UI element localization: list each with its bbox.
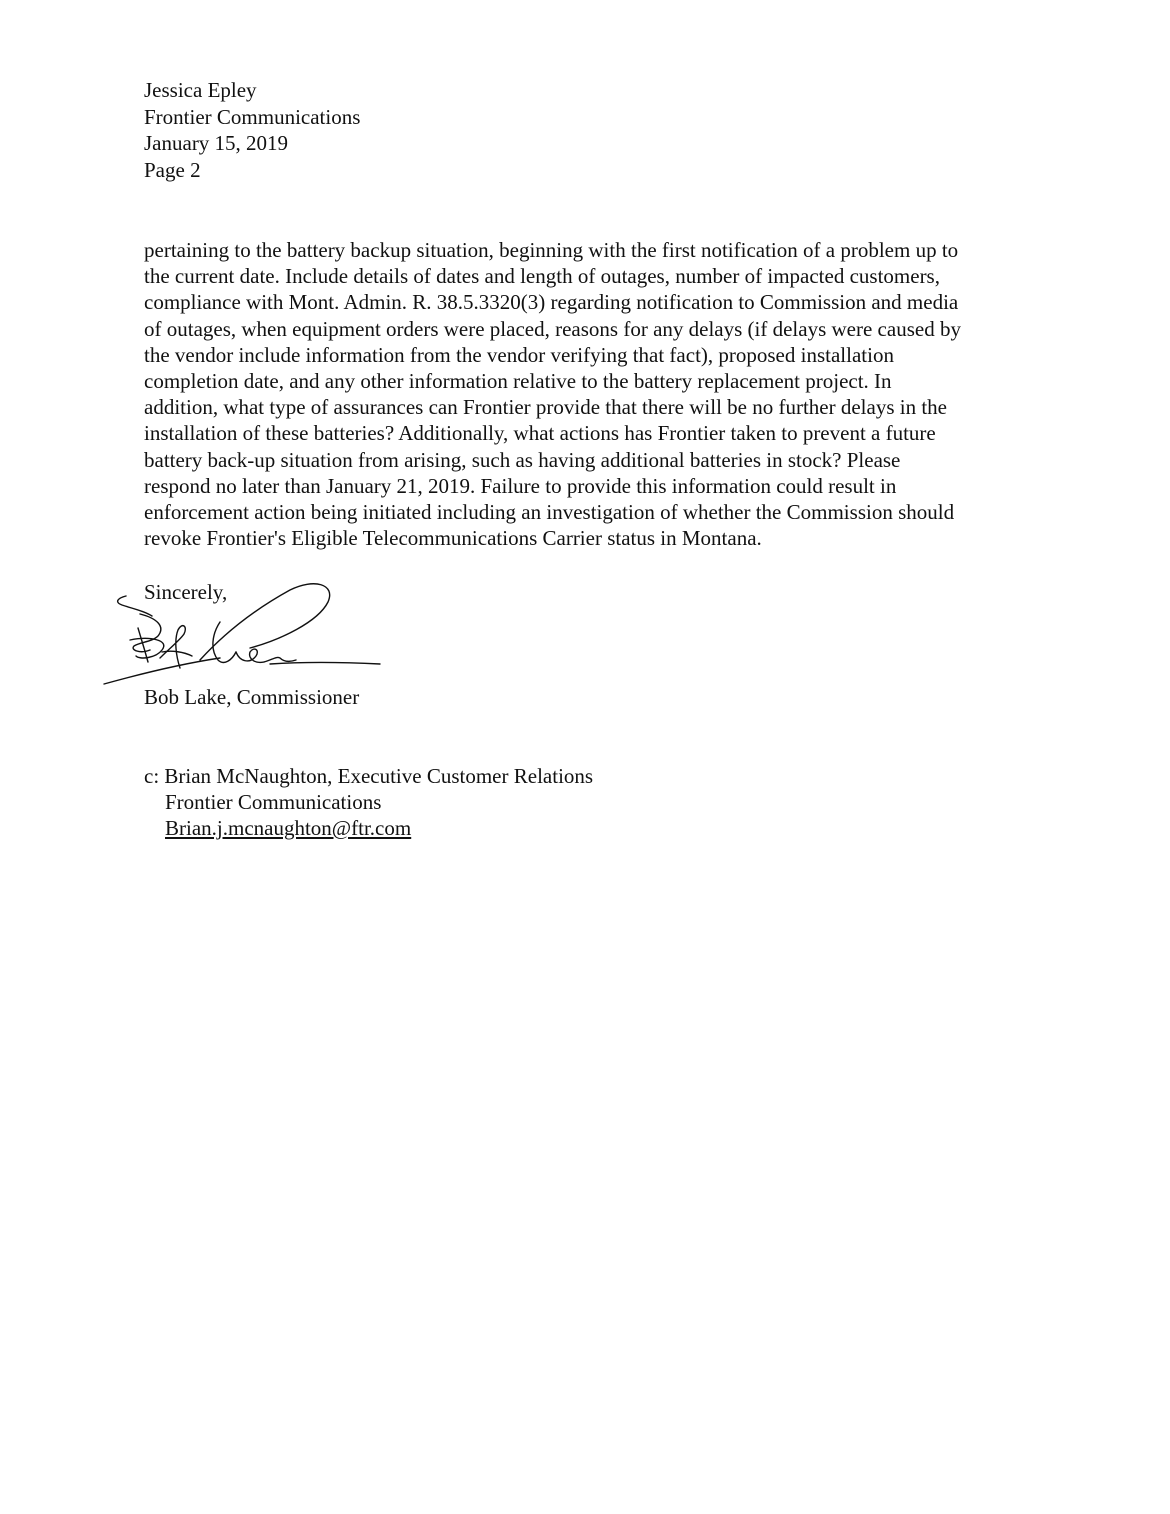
recipient-company: Frontier Communications [144, 104, 361, 129]
body-line: the vendor include information from the vendor verifying that fact), proposed installation [144, 342, 894, 367]
body-line: battery back-up situation from arising, such as having additional batteries in stock? Please [144, 447, 901, 472]
body-line: of outages, when equipment orders were placed, reasons for any delays (if delays were caused by [144, 316, 961, 341]
body-line: addition, what type of assurances can Frontier provide that there will be no further delays in the [144, 395, 948, 420]
body-line: revoke Frontier's Eligible Telecommunications Carrier status in Montana. [144, 526, 762, 551]
body-line: compliance with Mont. Admin. R. 38.5.3320(3) regarding notification to Commission and media [144, 290, 959, 315]
body-line: respond no later than January 21, 2019. Failure to provide this information could result in [144, 473, 897, 498]
cc-email-link[interactable]: Brian.j.mcnaughton@ftr.com [165, 816, 412, 840]
cc-company: Frontier Communications [165, 790, 382, 814]
closing-salutation: Sincerely, [144, 580, 228, 604]
letter-header [144, 77, 360, 183]
body-line: pertaining to the battery backup situation, beginning with the first notification of a problem up to [144, 238, 959, 262]
letter-body [144, 237, 1044, 551]
letter-date: January 15, 2019 [144, 131, 289, 155]
body-line: enforcement action being initiated including an investigation of whether the Commission should [144, 500, 955, 525]
recipient-name: Jessica Epley [144, 78, 257, 102]
body-line: installation of these batteries? Additionally, what actions has Frontier taken to prevent a future [144, 421, 936, 446]
body-line: the current date. Include details of dates and length of outages, number of impacted customers, [144, 264, 940, 289]
handwritten-signature [100, 578, 390, 690]
page-number: Page 2 [144, 157, 201, 182]
carbon-copy [144, 763, 593, 841]
cc-recipient: c: Brian McNaughton, Executive Customer Relations [144, 764, 594, 788]
signer-name-title: Bob Lake, Commissioner [144, 685, 360, 709]
body-line: completion date, and any other information relative to the battery replacement project. In [144, 369, 892, 394]
